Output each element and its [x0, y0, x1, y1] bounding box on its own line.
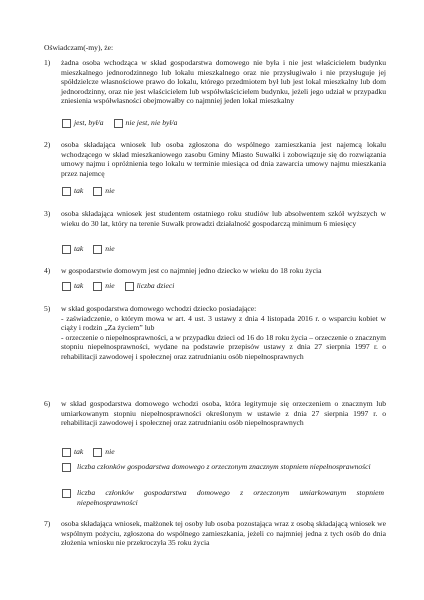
declaration-item-3	[44, 209, 386, 228]
option-label: nie	[105, 244, 115, 253]
item-6-suboption-umiarkowanym[interactable]	[62, 488, 384, 507]
option-label: tak	[74, 244, 84, 253]
checkbox[interactable]	[62, 463, 71, 472]
option-label: nie	[105, 281, 115, 290]
declaration-intro: Oświadczam(-my), że:	[44, 43, 114, 52]
item-number: 5)	[44, 304, 51, 313]
option-label: nie jest, nie był/a	[125, 118, 178, 127]
item-text: w skład gospodarstwa domowego wchodzi dziecko posiadające:	[61, 304, 257, 313]
declaration-item-6	[44, 399, 386, 428]
checkbox[interactable]	[62, 245, 71, 254]
item-text: osoba składająca wniosek lub osoba zgłoszona do wspólnego zamieszkania jest najemcą lokalu wchodzącego w skład mieszkaniowego zasobu Gminy Miasto Suwałki i zobowiązuje się do rozwiązania umowy najmu i opróżnienia tego lokalu w terminie miesiąca od dnia zawarcia umowy najmu mieszkania przez najemcę	[61, 140, 386, 178]
declaration-item-1	[44, 58, 386, 106]
item-3-options	[62, 244, 115, 254]
item-text: osoba składająca wniosek jest studentem ostatniego roku studiów lub absolwentem szkół wyższych w wieku do 30 lat, który na terenie Suwałk prowadzi działalność gospodarczą minimum 6 miesięcy	[61, 209, 386, 228]
item-number: 7)	[44, 519, 51, 528]
item-text: w gospodarstwie domowym jest co najmniej jedno dziecko w wieku do 18 roku życia	[61, 266, 322, 275]
option-jest[interactable]	[62, 118, 104, 128]
option-label: liczba dzieci	[136, 281, 175, 290]
item-bullets	[61, 314, 386, 362]
item-text: osoba składająca wniosek, małżonek tej osoby lub osoba pozostająca wraz z osobą składającą wniosek we wspólnym pożyciu, zgłoszona do wspólnego zamieszkania, jeżeli co najmniej jedna z tych osób do dnia złożenia wniosku nie przekroczyła 35 roku życia	[61, 519, 386, 548]
option-label: liczba członków gospodarstwa domowego z orzeczonym umiarkowanym stopniem niepełnosprawności	[77, 488, 384, 507]
checkbox[interactable]	[93, 282, 102, 291]
option-tak[interactable]	[62, 186, 83, 196]
item-text: w skład gospodarstwa domowego wchodzi osoba, która legitymuje się orzeczeniem o znacznym lub umiarkowanym stopniu niepełnosprawności określonym w ustawie z dnia 27 sierpnia 1997 r. o rehabilitacji zawodowej i społecznej oraz zatrudnianiu osób niepełnosprawnych	[61, 399, 386, 428]
declaration-item-5	[44, 304, 386, 362]
item-6-suboption-znacznym[interactable]	[62, 462, 384, 472]
declaration-item-4	[44, 266, 386, 276]
item-number: 2)	[44, 140, 51, 149]
option-label: jest, był/a	[74, 118, 104, 127]
option-label: tak	[74, 447, 84, 456]
option-tak[interactable]	[62, 244, 83, 254]
option-label: tak	[74, 281, 84, 290]
checkbox[interactable]	[125, 282, 134, 291]
item-number: 4)	[44, 266, 51, 275]
checkbox[interactable]	[93, 245, 102, 254]
option-label: liczba członków gospodarstwa domowego z orzeczonym znacznym stopniem niepełnosprawności	[77, 462, 371, 471]
option-label: nie	[105, 447, 115, 456]
option-tak[interactable]	[62, 281, 83, 291]
item-number: 1)	[44, 58, 51, 67]
checkbox[interactable]	[62, 448, 71, 457]
item-text: żadna osoba wchodząca w skład gospodarstwa domowego nie była i nie jest właścicielem budynku mieszkalnego jednorodzinnego lub lokalu mieszkalnego oraz nie przysługiwało i nie przysługuje jej spółdzielcze własnościowe prawo do lokalu, którego przedmiotem był lub jest lokal mieszkalny lub dom jednorodzinny, oraz nie jest właścicielem lub współwłaścicielem budynku, jeżeli jego udział w przypadku zniesienia współwłasności obejmowałby co najmniej jeden lokal mieszkalny	[61, 58, 386, 106]
bullet-point: - orzeczenie o niepełnosprawności, a w przypadku dzieci od 16 do 18 roku życia – orzeczenie o znacznym stopniu niepełnosprawności, wydane na podstawie przepisów ustawy z dnia 27 sierpnia 1997 r. o rehabilitacji zawodowej i społecznej oraz zatrudnianiu osób niepełnosprawnych	[61, 332, 386, 361]
checkbox[interactable]	[93, 448, 102, 457]
item-4-options	[62, 281, 174, 291]
declaration-item-2	[44, 140, 386, 178]
checkbox[interactable]	[62, 187, 71, 196]
option-liczba-dzieci[interactable]	[125, 281, 175, 291]
checkbox[interactable]	[62, 282, 71, 291]
option-label: nie	[105, 186, 115, 195]
checkbox[interactable]	[114, 119, 123, 128]
item-number: 3)	[44, 209, 51, 218]
declaration-item-7	[44, 519, 386, 548]
checkbox[interactable]	[93, 187, 102, 196]
item-1-options	[62, 118, 177, 128]
item-2-options	[62, 186, 115, 196]
checkbox[interactable]	[62, 489, 71, 498]
option-nie[interactable]	[93, 186, 114, 196]
option-nie[interactable]	[93, 244, 114, 254]
option-label: tak	[74, 186, 84, 195]
item-number: 6)	[44, 399, 51, 408]
option-tak[interactable]	[62, 447, 83, 457]
option-nie-jest[interactable]	[114, 118, 178, 128]
checkbox[interactable]	[62, 119, 71, 128]
option-nie[interactable]	[93, 447, 114, 457]
item-6-options	[62, 447, 115, 457]
bullet-point: - zaświadczenie, o którym mowa w art. 4 ust. 3 ustawy z dnia 4 listopada 2016 r. o wsparciu kobiet w ciąży i rodzin „Za życiem” lub	[61, 313, 386, 333]
option-nie[interactable]	[93, 281, 114, 291]
